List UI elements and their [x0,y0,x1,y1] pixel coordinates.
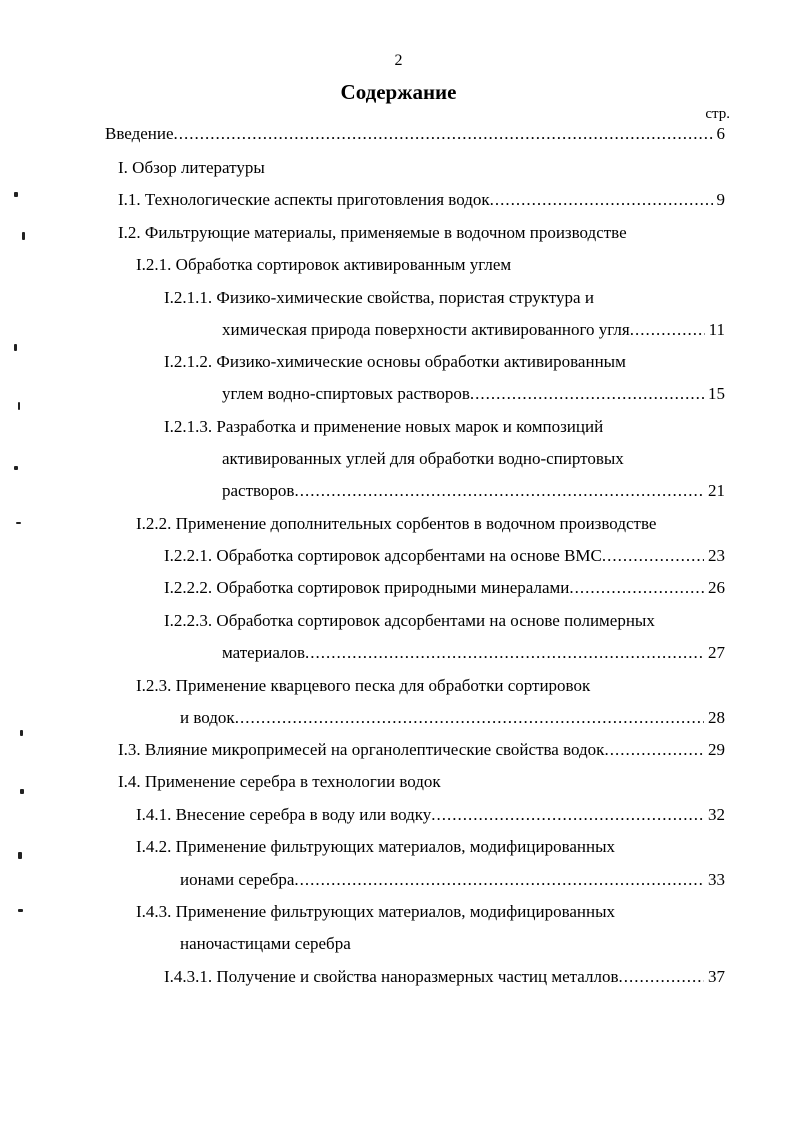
toc-entry-line: I.2.1.3. Разработка и применение новых марок и композиций [164,417,604,436]
toc-entry-title: I.4.1. Внесение серебра в воду или водку [136,805,432,824]
toc-section-heading: I.2. Фильтрующие материалы, применяемые в водочном производстве [118,223,627,242]
toc-page-number: 23 [708,546,725,565]
toc-entry-title: I.2.2.1. Обработка сортировок адсорбентами на основе ВМС [164,546,602,565]
toc-page-number: 26 [708,578,725,597]
toc-section-heading: I.4. Применение серебра в технологии водок [118,772,441,791]
toc-entry-title: растворов [222,481,295,500]
toc-entry-title: I.1. Технологические аспекты приготовления водок [118,190,490,209]
toc-entry [164,966,725,988]
toc-entry-line: I.2.1.2. Физико-химические основы обработки активированным [164,352,626,371]
dot-leader [618,966,704,988]
toc-page-number: 6 [716,124,725,143]
toc-entry-line: I.4.3. Применение фильтрующих материалов, модифицированных [136,902,616,921]
scan-speck [18,402,20,410]
toc-entry [180,707,725,729]
toc-page-number: 32 [708,805,725,824]
dot-leader [470,383,704,405]
toc-entry-title: I.4.3.1. Получение и свойства наноразмерных частиц металлов [164,967,619,986]
page-column-label: стр. [705,106,730,122]
toc-entry-line: активированных углей для обработки водно-спиртовых [222,449,624,468]
toc-page-number: 37 [708,967,725,986]
toc-entry-title: углем водно-спиртовых растворов [222,384,470,403]
dot-leader [602,545,704,567]
toc-entry [222,642,725,664]
toc-subsection-heading: I.2.2. Применение дополнительных сорбентов в водочном производстве [136,514,657,533]
dot-leader [604,739,704,761]
toc-entry-title: химическая природа поверхности активированного угля [222,320,630,339]
toc-subsection-heading: I.2.1. Обработка сортировок активированным углем [136,255,512,274]
toc-entry-line: I.2.3. Применение кварцевого песка для обработки сортировок [136,676,591,695]
toc-entry-introduction [105,123,725,145]
scan-speck [20,730,23,736]
scan-speck [16,522,21,524]
toc-entry [136,804,725,826]
toc-entry-title: I.3. Влияние микропримесей на органолептические свойства водок [118,740,605,759]
toc-page-number: 9 [716,190,725,209]
toc-entry [118,739,725,761]
page-number: 2 [394,52,403,69]
dot-leader [235,707,704,729]
toc-entry [164,545,725,567]
toc-entry-title: ионами серебра [180,870,295,889]
toc-entry [164,577,725,599]
dot-leader [569,577,704,599]
dot-leader [630,319,705,341]
toc-entry [222,480,725,502]
dot-leader [174,123,713,145]
toc-entry-title: материалов [222,643,306,662]
toc-entry [118,189,725,211]
toc-entry-title: и водок [180,708,235,727]
dot-leader [490,189,713,211]
toc-section-heading: I. Обзор литературы [118,158,265,177]
toc-page-number: 27 [708,643,725,662]
page-title: Содержание [340,80,457,104]
scan-speck [18,852,22,859]
toc-entry [222,319,725,341]
dot-leader [305,642,704,664]
toc-entry-line: наночастицами серебра [180,934,351,953]
toc-entry-line: I.4.2. Применение фильтрующих материалов, модифицированных [136,837,616,856]
toc-entry-line: I.2.2.3. Обработка сортировок адсорбентами на основе полимерных [164,611,655,630]
toc-page-number: 21 [708,481,725,500]
toc-page-number: 15 [708,384,725,403]
toc-entry-title: I.2.2.2. Обработка сортировок природными минералами [164,578,570,597]
scan-speck [18,909,23,912]
toc-entry-line: I.2.1.1. Физико-химические свойства, пористая структура и [164,288,594,307]
toc-page-number: 29 [708,740,725,759]
toc-entry [180,869,725,891]
dot-leader [294,480,704,502]
scan-speck [22,232,25,240]
toc-page-number: 33 [708,870,725,889]
scan-speck [14,344,17,351]
toc-entry-title: Введение [105,124,174,143]
dot-leader [431,804,704,826]
toc-entry [222,383,725,405]
toc-page-number: 28 [708,708,725,727]
scan-speck [14,192,18,197]
scan-speck [20,789,24,794]
dot-leader [294,869,704,891]
toc-page-number: 11 [708,320,725,339]
scan-speck [14,466,18,470]
